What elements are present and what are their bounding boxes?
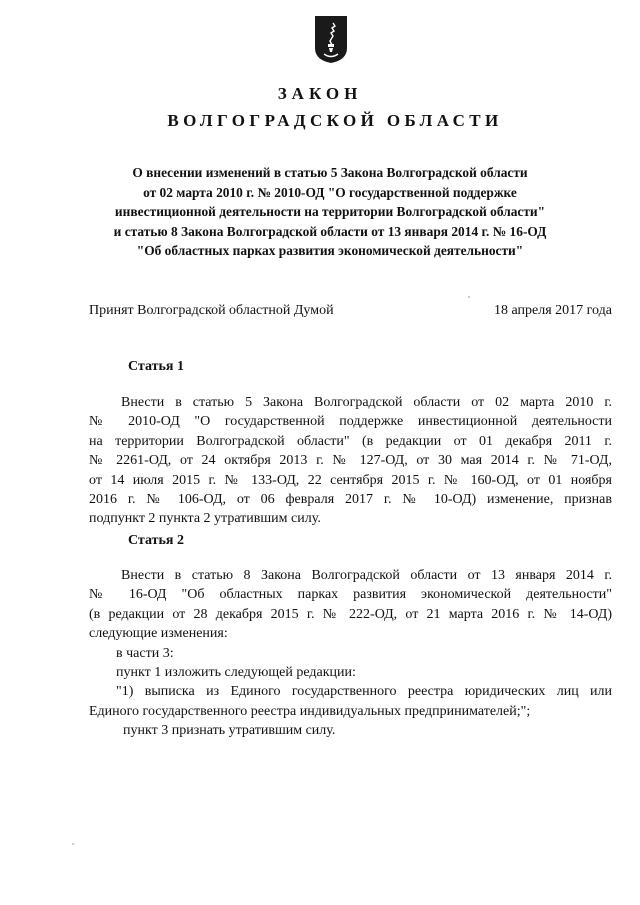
law-subject xyxy=(80,163,580,261)
article-2-text xyxy=(89,566,612,741)
article-2-line: Единого государственного реестра индивидуальных предпринимателей;"; xyxy=(89,703,531,719)
article-2-line: в части 3: xyxy=(116,645,174,661)
article-1-line: от 14 июля 2015 г. № 133-ОД, 22 сентября 2015 г. № 160-ОД, от 01 ноября xyxy=(89,472,612,488)
article-2-line: (в редакции от 28 декабря 2015 г. № 222-ОД, от 21 марта 2016 г. № 14-ОД) xyxy=(89,606,612,622)
adopted-date: 18 апреля 2017 года xyxy=(494,303,612,318)
article-2-line: пункт 1 изложить следующей редакции: xyxy=(116,665,356,681)
scan-speck xyxy=(72,843,74,845)
article-2-line: "1) выписка из Единого государственного реестра юридических лиц или xyxy=(116,684,612,700)
scan-speck xyxy=(468,296,470,298)
subject-line: О внесении изменений в статью 5 Закона Волгоградской области xyxy=(132,165,528,180)
document-region-title: ВОЛГОГРАДСКОЙ ОБЛАСТИ xyxy=(167,111,503,130)
article-2-line: Внести в статью 8 Закона Волгоградской области от 13 января 2014 г. xyxy=(121,568,612,583)
article-1-line: № 2261-ОД, от 24 октября 2013 г. № 127-ОД, от 30 мая 2014 г. № 71-ОД, xyxy=(89,453,612,469)
article-1-line: подпункт 2 пункта 2 утратившим силу. xyxy=(89,511,321,527)
subject-line: и статью 8 Закона Волгоградской области от 13 января 2014 г. № 16-ОД xyxy=(113,223,547,239)
article-1-heading: Статья 1 xyxy=(128,359,184,374)
article-1-line: № 2010-ОД "О государственной поддержке инвестиционной деятельности xyxy=(89,414,612,430)
subject-line: от 02 марта 2010 г. № 2010-ОД "О государственной поддержке xyxy=(143,184,517,200)
article-1-text xyxy=(89,393,612,529)
article-2-line: пункт 3 признать утратившим силу. xyxy=(123,723,336,739)
adopted-by-label: Принят Волгоградской областной Думой xyxy=(89,303,334,318)
article-2-line: следующие изменения: xyxy=(89,626,228,642)
article-1-line: 2016 г. № 106-ОД, от 06 февраля 2017 г. № 10-ОД) изменение, признав xyxy=(89,492,612,508)
article-1-line: Внести в статью 5 Закона Волгоградской области от 02 марта 2010 г. xyxy=(121,395,612,410)
subject-line: "Об областных парках развития экономической деятельности" xyxy=(136,243,524,258)
article-2-line: № 16-ОД "Об областных парках развития экономической деятельности" xyxy=(89,587,612,603)
subject-line: инвестиционной деятельности на территории Волгоградской области" xyxy=(114,204,546,219)
article-1-line: на территории Волгоградской области" (в редакции от 01 декабря 2011 г. xyxy=(89,433,612,449)
document-title: ЗАКОН xyxy=(277,84,363,103)
coat-of-arms-icon xyxy=(313,14,349,64)
article-2-heading: Статья 2 xyxy=(128,533,184,548)
